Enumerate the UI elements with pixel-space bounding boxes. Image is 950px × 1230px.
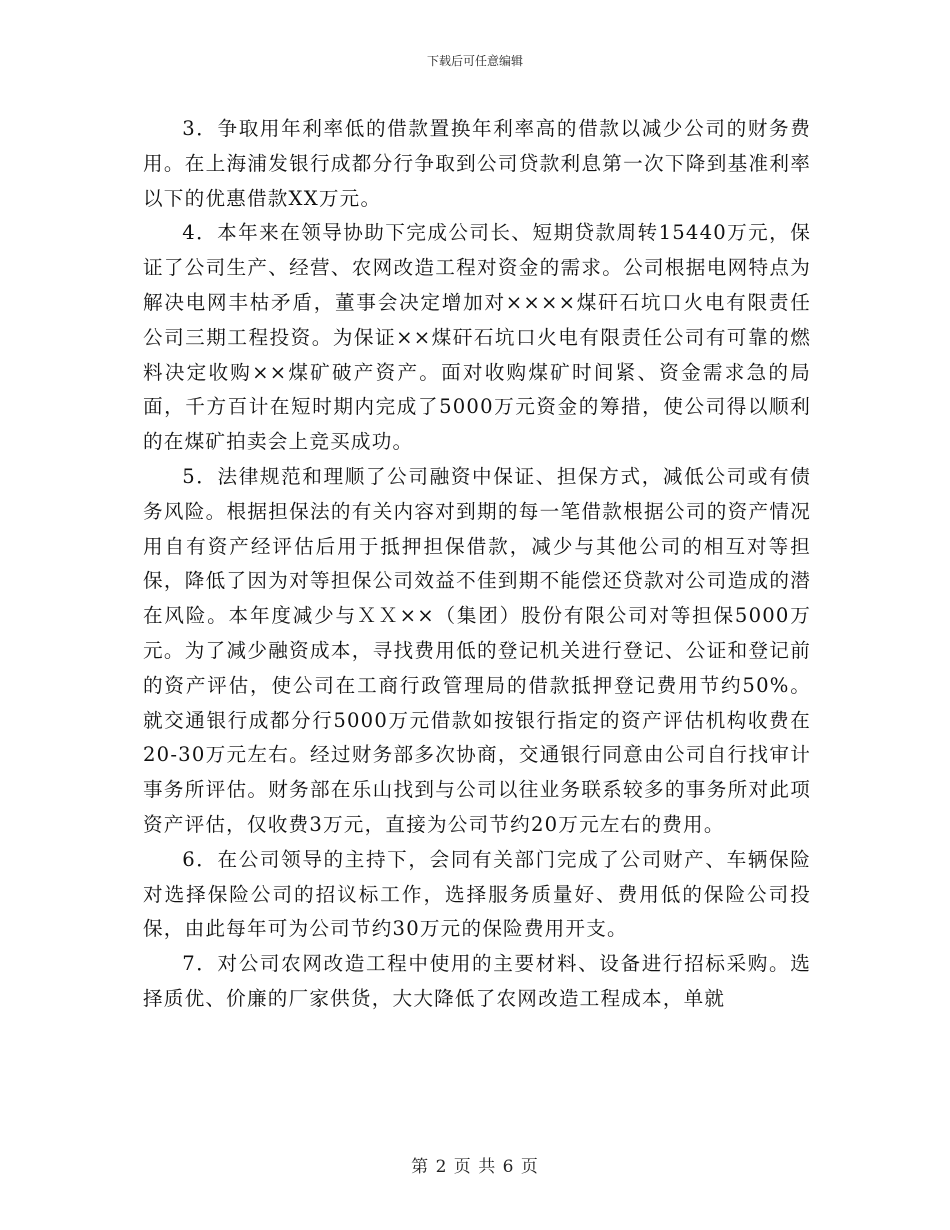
paragraph-5: 5．法律规范和理顺了公司融资中保证、担保方式，减低公司或有债务风险。根据担保法的有关内容对到期的每一笔借款根据公司的资产情况用自有资产经评估后用于抵押担保借款，减少与其他公司的相互对等担保，降低了因为对等担保公司效益不佳到期不能偿还贷款对公司造成的潜在风险。本年度减少与ＸＸ××（集团）股份有限公司对等担保5000万元。为了减少融资成本，寻找费用低的登记机关进行登记、公证和登记前的资产评估，使公司在工商行政管理局的借款抵押登记费用节约50%。就交通银行成都分行5000万元借款如按银行指定的资产评估机构收费在20-30万元左右。经过财务部多次协商，交通银行同意由公司自行找审计事务所评估。财务部在乐山找到与公司以往业务联系较多的事务所对此项资产评估，仅收费3万元，直接为公司节约20万元左右的费用。 [143,464,811,836]
paragraph-4: 4．本年来在领导协助下完成公司长、短期贷款周转15440万元，保证了公司生产、经营、农网改造工程对资金的需求。公司根据电网特点为解决电网丰枯矛盾，董事会决定增加对××××煤矸石坑口火电有限责任公司三期工程投资。为保证××煤矸石坑口火电有限责任公司有可靠的燃料决定收购××煤矿破产资产。面对收购煤矿时间紧、资金需求急的局面，千方百计在短时期内完成了5000万元资金的筹措，使公司得以顺利的在煤矿拍卖会上竞买成功。 [143,221,811,454]
paragraph-3: 3．争取用年利率低的借款置换年利率高的借款以减少公司的财务费用。在上海浦发银行成都分行争取到公司贷款利息第一次下降到基准利率以下的优惠借款XX万元。 [143,117,811,210]
paragraph-6: 6．在公司领导的主持下，会同有关部门完成了公司财产、车辆保险对选择保险公司的招议标工作，选择服务质量好、费用低的保险公司投保，由此每年可为公司节约30万元的保险费用开支。 [143,847,811,941]
document-body [143,112,811,1017]
page-number-footer: 第 2 页 共 6 页 [411,1157,539,1177]
paragraph-7: 7．对公司农网改造工程中使用的主要材料、设备进行招标采购。选择质优、价廉的厂家供货，大大降低了农网改造工程成本，单就 [143,952,811,1010]
page-header: 下载后可任意编辑 [426,54,523,68]
